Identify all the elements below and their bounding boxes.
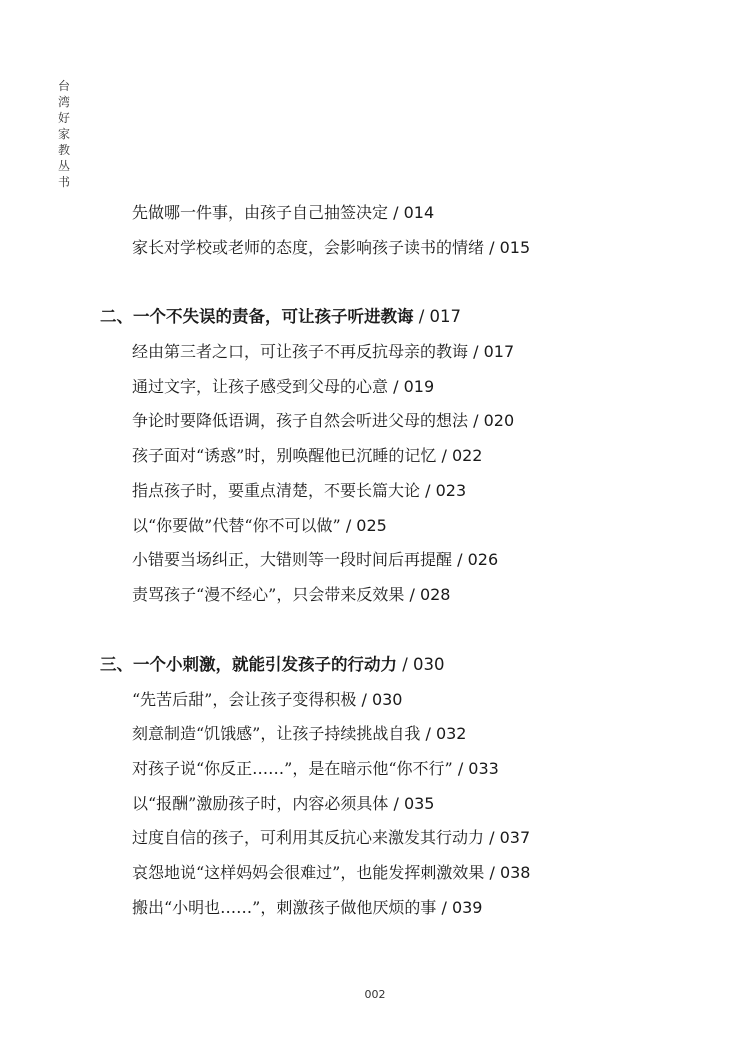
section-heading-page: / 017 xyxy=(413,307,462,326)
toc-entry xyxy=(132,341,514,363)
toc-entry-title: 争论时要降低语调，孩子自然会听进父母的想法 xyxy=(132,411,469,430)
toc-entry xyxy=(132,584,450,606)
toc-entry-page: / 023 xyxy=(420,481,467,500)
toc-entry-page: / 014 xyxy=(388,203,435,222)
section-heading xyxy=(100,654,445,676)
toc-entry-page: / 017 xyxy=(468,342,515,361)
section-heading-title: 三、一个小刺激，就能引发孩子的行动力 xyxy=(100,655,397,674)
toc-entry xyxy=(132,758,499,780)
series-label-char: 台 xyxy=(57,79,70,93)
toc-entry-page: / 028 xyxy=(404,585,451,604)
toc-entry xyxy=(132,480,466,502)
series-label xyxy=(55,78,73,190)
toc-entry xyxy=(132,410,514,432)
toc-entry xyxy=(132,723,466,745)
section-heading-page: / 030 xyxy=(397,655,445,674)
toc-entry xyxy=(132,897,482,919)
toc-entry-page: / 015 xyxy=(484,238,531,257)
toc-entry-page: / 022 xyxy=(436,446,483,465)
toc-entry-page: / 025 xyxy=(340,516,387,535)
page-number: 002 xyxy=(364,988,386,1001)
toc-entry-title: 刻意制造“饥饿感”，让孩子持续挑战自我 xyxy=(132,724,421,743)
toc-entry-page: / 032 xyxy=(420,724,467,743)
toc-entry-title: 搬出“小明也……”，刺激孩子做他厌烦的事 xyxy=(132,898,437,917)
series-label-char: 好 xyxy=(57,111,70,125)
toc-entry-title: 对孩子说“你反正……”，是在暗示他“你不行” xyxy=(132,759,453,778)
toc-entry-page: / 033 xyxy=(452,759,499,778)
toc-entry xyxy=(132,793,434,815)
toc-entry xyxy=(132,202,434,224)
toc-entry-page: / 019 xyxy=(388,377,435,396)
toc-entry xyxy=(132,515,387,537)
toc-entry-page: / 039 xyxy=(436,898,483,917)
toc-entry xyxy=(132,549,498,571)
series-label-char: 书 xyxy=(57,175,70,189)
toc-entry-title: 先做哪一件事，由孩子自己抽签决定 xyxy=(132,203,389,222)
toc-entry xyxy=(132,376,434,398)
toc-entry-page: / 026 xyxy=(452,550,499,569)
toc-entry-title: 过度自信的孩子，可利用其反抗心来激发其行动力 xyxy=(132,828,485,847)
toc-entry-page: / 038 xyxy=(484,863,531,882)
toc-entry-page: / 037 xyxy=(484,828,531,847)
toc-entry-title: 孩子面对“诱惑”时，别唤醒他已沉睡的记忆 xyxy=(132,446,437,465)
series-label-char: 湾 xyxy=(57,95,70,109)
toc-entry xyxy=(132,445,482,467)
toc-entry-title: “先苦后甜”，会让孩子变得积极 xyxy=(132,690,357,709)
series-label-char: 家 xyxy=(57,127,70,141)
toc-entry-page: / 030 xyxy=(356,690,403,709)
toc-entry-title: 责骂孩子“漫不经心”，只会带来反效果 xyxy=(132,585,405,604)
toc-entry-title: 指点孩子时，要重点清楚，不要长篇大论 xyxy=(132,481,421,500)
toc-entry-title: 小错要当场纠正，大错则等一段时间后再提醒 xyxy=(132,550,453,569)
toc-entry-title: 通过文字，让孩子感受到父母的心意 xyxy=(132,377,389,396)
toc-entry-title: 哀怨地说“这样妈妈会很难过”，也能发挥刺激效果 xyxy=(132,863,485,882)
toc-entry-title: 以“你要做”代替“你不可以做” xyxy=(132,516,341,535)
toc-entry xyxy=(132,237,530,259)
toc-entry-page: / 020 xyxy=(468,411,515,430)
toc-entry-page: / 035 xyxy=(388,794,435,813)
toc-entry xyxy=(132,862,530,884)
toc-entry xyxy=(132,827,530,849)
section-heading xyxy=(100,306,461,328)
toc-entry-title: 经由第三者之口，可让孩子不再反抗母亲的教诲 xyxy=(132,342,469,361)
series-label-char: 丛 xyxy=(57,159,70,173)
series-label-char: 教 xyxy=(57,143,70,157)
section-heading-title: 二、一个不失误的责备，可让孩子听进教诲 xyxy=(100,307,414,326)
toc-entry xyxy=(132,689,402,711)
toc-entry-title: 以“报酬”激励孩子时，内容必须具体 xyxy=(132,794,389,813)
toc-entry-title: 家长对学校或老师的态度，会影响孩子读书的情绪 xyxy=(132,238,485,257)
